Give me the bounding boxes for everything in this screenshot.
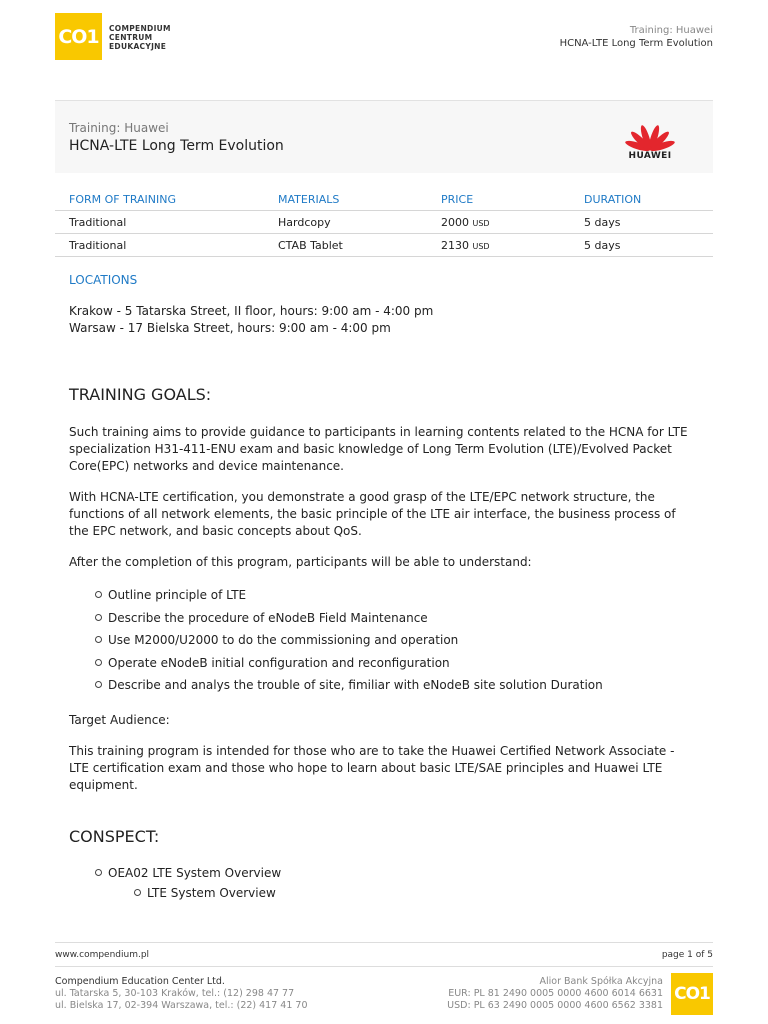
huawei-wordmark: HUAWEI — [628, 151, 672, 161]
cell-price: 2130 USD — [427, 234, 570, 257]
header-subtitle: Training: Huawei — [629, 25, 713, 36]
location-krakow: Krakow - 5 Tatarska Street, II floor, hours: 9:00 am - 4:00 pm — [69, 304, 434, 318]
header-title: HCNA-LTE Long Term Evolution — [559, 38, 713, 49]
logo-wordmark: COMPENDIUM CENTRUM EDUKACYJNE — [109, 24, 171, 51]
cell-form: Traditional — [55, 234, 264, 257]
logo-mark: CO1 — [58, 25, 99, 48]
bullet-icon — [95, 614, 102, 621]
list-item: Operate eNodeB initial configuration and reconfiguration — [95, 656, 450, 670]
conspect-heading: CONSPECT: — [69, 827, 160, 846]
footer-url: www.compendium.pl — [55, 950, 150, 960]
col-header-materials: MATERIALS — [264, 187, 427, 211]
bullet-icon — [95, 659, 102, 666]
list-item: OEA02 LTE System Overview — [95, 866, 281, 880]
cell-materials: Hardcopy — [264, 211, 427, 234]
footer-logo-mark: CO1 — [674, 984, 710, 1004]
header-course-info — [560, 24, 713, 50]
footer-bank: Alior Bank Spółka Akcyjna — [539, 976, 663, 987]
footer-eur: EUR: PL 81 2490 0005 0000 4600 6014 6631 — [448, 988, 663, 999]
col-header-form: FORM OF TRAINING — [55, 187, 264, 211]
bullet-icon — [134, 889, 141, 896]
footer-address-2: ul. Bielska 17, 02-394 Warszawa, tel.: (22) 417 41 70 — [55, 1000, 308, 1011]
footer-divider — [55, 942, 713, 943]
table-row — [55, 211, 713, 234]
bullet-icon — [95, 869, 102, 876]
cell-duration: 5 days — [570, 234, 713, 257]
cell-duration: 5 days — [570, 211, 713, 234]
footer-divider — [55, 966, 713, 967]
list-item: Describe and analys the trouble of site, fimiliar with eNodeB site solution Duration — [95, 678, 603, 692]
page-number: page 1 of 5 — [661, 950, 713, 960]
cell-price: 2000 USD — [427, 211, 570, 234]
goals-paragraph-1: Such training aims to provide guidance to participants in learning contents related to the HCNA for LTE specialization H31-411-ENU exam and basic knowledge of Long Term Evolution (LTE)/Evolved Packet Core(EPC) networks and device maintenance. — [69, 425, 688, 473]
bullet-icon — [95, 591, 102, 598]
locations-heading: LOCATIONS — [69, 273, 138, 287]
col-header-duration: DURATION — [570, 187, 713, 211]
list-item: Use M2000/U2000 to do the commissioning and operation — [95, 633, 458, 647]
company-logo — [55, 13, 102, 60]
target-audience-label: Target Audience: — [69, 713, 170, 727]
course-title: HCNA-LTE Long Term Evolution — [69, 138, 284, 154]
list-item: LTE System Overview — [134, 886, 276, 900]
location-warsaw: Warsaw - 17 Bielska Street, hours: 9:00 am - 4:00 pm — [69, 321, 391, 335]
bullet-icon — [95, 636, 102, 643]
cell-materials: CTAB Tablet — [264, 234, 427, 257]
training-goals-heading: TRAINING GOALS: — [69, 385, 212, 404]
footer-bank-info — [447, 976, 663, 1012]
bullet-icon — [95, 681, 102, 688]
course-subtitle: Training: Huawei — [69, 121, 169, 135]
training-options-table — [55, 187, 713, 257]
footer-logo — [671, 973, 713, 1015]
cell-form: Traditional — [55, 211, 264, 234]
footer-company: Compendium Education Center Ltd. — [55, 976, 225, 987]
goals-paragraph-3: After the completion of this program, participants will be able to understand: — [69, 555, 532, 569]
goals-paragraph-2: With HCNA-LTE certification, you demonstrate a good grasp of the LTE/EPC network structure, the functions of all network elements, the basic principle of the LTE air interface, the business process of the EPC network, and basic concepts about QoS. — [69, 490, 676, 538]
footer-address-1: ul. Tatarska 5, 30-103 Kraków, tel.: (12) 298 47 77 — [55, 988, 295, 999]
list-item: Outline principle of LTE — [95, 588, 246, 602]
footer-company-info — [55, 976, 307, 1012]
course-card — [55, 100, 713, 173]
list-item: Describe the procedure of eNodeB Field Maintenance — [95, 611, 428, 625]
target-audience-text: This training program is intended for those who are to take the Huawei Certified Network Associate - LTE certification exam and those who hope to learn about basic LTE/SAE principles and Huawei LTE equipment. — [69, 744, 675, 792]
col-header-price: PRICE — [427, 187, 570, 211]
table-header-row — [55, 187, 713, 211]
table-row — [55, 234, 713, 257]
footer-usd: USD: PL 63 2490 0005 0000 4600 6562 3381 — [447, 1000, 663, 1011]
